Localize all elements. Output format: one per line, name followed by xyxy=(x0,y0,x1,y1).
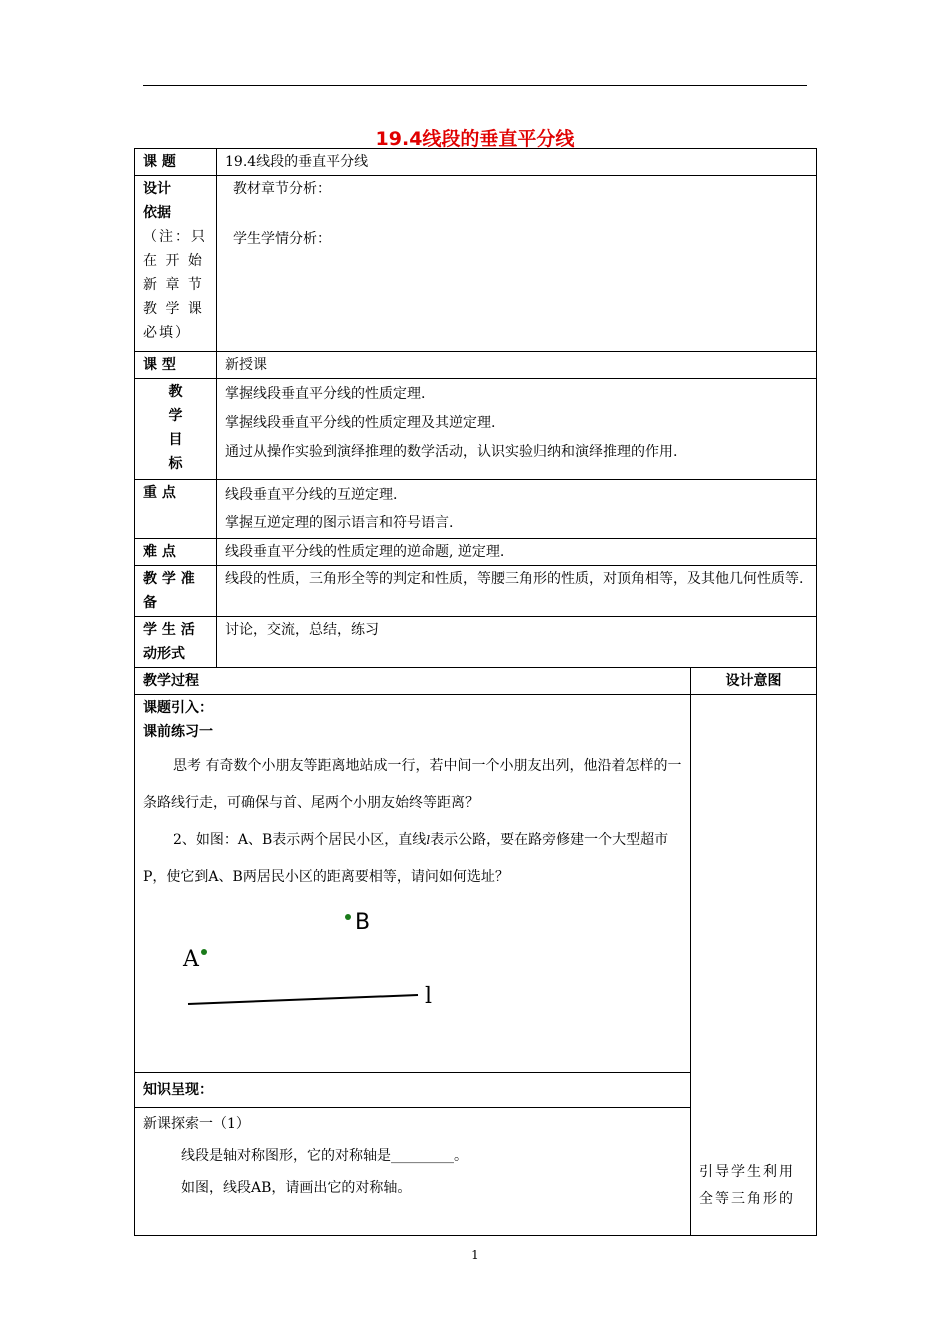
document-title: 19.4线段的垂直平分线 xyxy=(375,128,575,150)
basis-label: 设计 依据 （注：只 在 开 始 新 章 节 教 学 课 必填） xyxy=(135,176,217,352)
intro-heading: 课题引入： xyxy=(143,700,213,716)
intent-content: 引导学生利用全等三角形的 xyxy=(691,695,817,1236)
line-l-label: l xyxy=(425,984,433,1009)
basis-content: 教材章节分析： 学生学情分析： xyxy=(217,176,817,352)
question-1: 思考 有奇数个小朋友等距离地站成一行，若中间一个小朋友出列，他沿着怎样的一条路线行走，可确保与首、尾两个小朋友始终等距离？ xyxy=(143,758,682,811)
activity-value: 讨论，交流，总结，练习 xyxy=(217,617,817,668)
figure-svg xyxy=(163,900,463,1010)
point-b-label: B xyxy=(355,910,371,935)
page-number: 1 xyxy=(471,1248,479,1262)
explore-section xyxy=(135,1108,691,1236)
type-value: 新授课 xyxy=(217,352,817,379)
lesson-plan-table xyxy=(134,148,817,1236)
header-rule xyxy=(143,85,807,86)
type-label: 课 型 xyxy=(135,352,217,379)
prep-label: 教 学 准 备 xyxy=(135,566,217,617)
intent-header: 设计意图 xyxy=(691,668,817,695)
question-2: 2、如图：A、B表示两个居民小区，直线l表示公路，要在路旁修建一个大型超市P，使它到A、B两居民小区的距离要相等，请问如何选址？ xyxy=(143,832,669,885)
key-label: 重 点 xyxy=(135,480,217,539)
process-header: 教学过程 xyxy=(135,668,691,695)
explore-line-1: 线段是轴对称图形，它的对称轴是_________。 xyxy=(181,1148,468,1164)
explore-line-2: 如图，线段AB，请画出它的对称轴。 xyxy=(181,1180,412,1196)
knowledge-heading: 知识呈现： xyxy=(135,1073,691,1108)
point-b-dot xyxy=(345,914,351,920)
goal-label: 教 学 目 标 xyxy=(135,379,217,480)
key-content: 线段垂直平分线的互逆定理. 掌握互逆定理的图示语言和符号语言. xyxy=(217,480,817,539)
figure-points-line xyxy=(143,896,682,1071)
difficulty-label: 难 点 xyxy=(135,539,217,566)
point-a-dot xyxy=(201,949,207,955)
topic-label: 课 题 xyxy=(135,149,217,176)
goal-content: 掌握线段垂直平分线的性质定理. 掌握线段垂直平分线的性质定理及其逆定理. 通过从操作实验到演绎推理的数学活动，认识实验归纳和演绎推理的作用. xyxy=(217,379,817,480)
intro-section xyxy=(135,695,691,1073)
activity-label: 学 生 活 动形式 xyxy=(135,617,217,668)
explore-heading: 新课探索一（1） xyxy=(143,1116,250,1132)
line-l xyxy=(188,995,418,1004)
difficulty-value: 线段垂直平分线的性质定理的逆命题, 逆定理. xyxy=(217,539,817,566)
prep-value: 线段的性质，三角形全等的判定和性质，等腰三角形的性质，对顶角相等，及其他几何性质等. xyxy=(217,566,817,617)
pre-exercise-heading: 课前练习一 xyxy=(143,724,213,740)
point-a-label: A xyxy=(183,947,199,972)
topic-value: 19.4线段的垂直平分线 xyxy=(217,149,817,176)
